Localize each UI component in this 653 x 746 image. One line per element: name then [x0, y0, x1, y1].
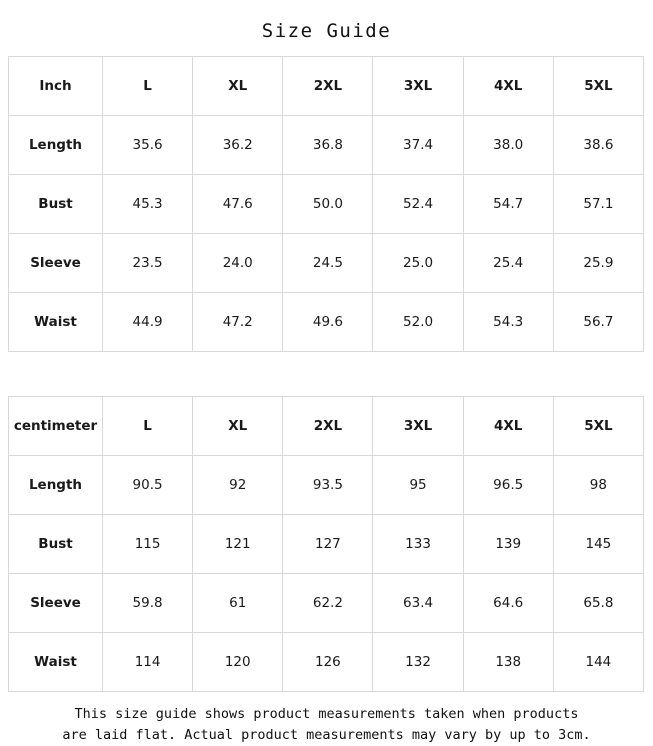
table-cell: 57.1 [553, 175, 643, 234]
size-table-inch [8, 56, 644, 352]
footer-line-2: are laid flat. Actual product measurements may vary by up to 3cm. [62, 726, 591, 743]
footer-note [0, 704, 653, 746]
table-row [9, 456, 644, 515]
column-header: 3XL [373, 397, 463, 456]
column-header: 5XL [553, 397, 643, 456]
table-cell: 115 [103, 515, 193, 574]
row-label: Bust [9, 175, 103, 234]
table-row [9, 234, 644, 293]
table-cell: 38.6 [553, 116, 643, 175]
table-cell: 49.6 [283, 293, 373, 352]
table-cell: 92 [193, 456, 283, 515]
table-cell: 24.0 [193, 234, 283, 293]
column-header: 3XL [373, 57, 463, 116]
table-cell: 145 [553, 515, 643, 574]
column-header: L [103, 57, 193, 116]
table-cell: 121 [193, 515, 283, 574]
table-cell: 47.2 [193, 293, 283, 352]
table-cell: 62.2 [283, 574, 373, 633]
table-cell: 126 [283, 633, 373, 692]
row-label: Waist [9, 633, 103, 692]
table-header-row [9, 397, 644, 456]
table-cell: 44.9 [103, 293, 193, 352]
table-cell: 93.5 [283, 456, 373, 515]
table-cell: 54.7 [463, 175, 553, 234]
table-cell: 47.6 [193, 175, 283, 234]
table-cell: 36.2 [193, 116, 283, 175]
table-cell: 25.4 [463, 234, 553, 293]
table-row [9, 293, 644, 352]
column-header: 5XL [553, 57, 643, 116]
table-cell: 36.8 [283, 116, 373, 175]
footer-line-1: This size guide shows product measurements taken when products [74, 706, 579, 722]
row-label: Bust [9, 515, 103, 574]
row-label: Length [9, 456, 103, 515]
table-cell: 138 [463, 633, 553, 692]
table-cell: 24.5 [283, 234, 373, 293]
table-row [9, 574, 644, 633]
row-label: Waist [9, 293, 103, 352]
table-cell: 139 [463, 515, 553, 574]
table-cell: 96.5 [463, 456, 553, 515]
row-label: Sleeve [9, 234, 103, 293]
table-cell: 120 [193, 633, 283, 692]
column-header: 4XL [463, 57, 553, 116]
table-cell: 98 [553, 456, 643, 515]
table-cell: 54.3 [463, 293, 553, 352]
table-cell: 25.0 [373, 234, 463, 293]
table-cell: 45.3 [103, 175, 193, 234]
table-cell: 133 [373, 515, 463, 574]
column-header: 4XL [463, 397, 553, 456]
column-header: 2XL [283, 397, 373, 456]
table-cell: 38.0 [463, 116, 553, 175]
table-separator [0, 352, 653, 396]
table-row [9, 116, 644, 175]
table-cell: 25.9 [553, 234, 643, 293]
table-cell: 90.5 [103, 456, 193, 515]
unit-label-centimeter: centimeter [9, 397, 103, 456]
table-cell: 61 [193, 574, 283, 633]
table-cell: 23.5 [103, 234, 193, 293]
table-cell: 35.6 [103, 116, 193, 175]
table-row [9, 515, 644, 574]
table-cell: 114 [103, 633, 193, 692]
row-label: Length [9, 116, 103, 175]
table-cell: 56.7 [553, 293, 643, 352]
size-table-centimeter [8, 396, 644, 692]
table-row [9, 175, 644, 234]
table-cell: 95 [373, 456, 463, 515]
table-cell: 59.8 [103, 574, 193, 633]
table-cell: 37.4 [373, 116, 463, 175]
table-cell: 50.0 [283, 175, 373, 234]
column-header: 2XL [283, 57, 373, 116]
unit-label-inch: Inch [9, 57, 103, 116]
column-header: XL [193, 397, 283, 456]
table-cell: 52.0 [373, 293, 463, 352]
column-header: L [103, 397, 193, 456]
table-cell: 52.4 [373, 175, 463, 234]
row-label: Sleeve [9, 574, 103, 633]
table-cell: 144 [553, 633, 643, 692]
table-cell: 127 [283, 515, 373, 574]
table-cell: 132 [373, 633, 463, 692]
table-header-row [9, 57, 644, 116]
table-cell: 65.8 [553, 574, 643, 633]
table-row [9, 633, 644, 692]
page-title: Size Guide [261, 20, 392, 42]
column-header: XL [193, 57, 283, 116]
table-cell: 64.6 [463, 574, 553, 633]
table-cell: 63.4 [373, 574, 463, 633]
